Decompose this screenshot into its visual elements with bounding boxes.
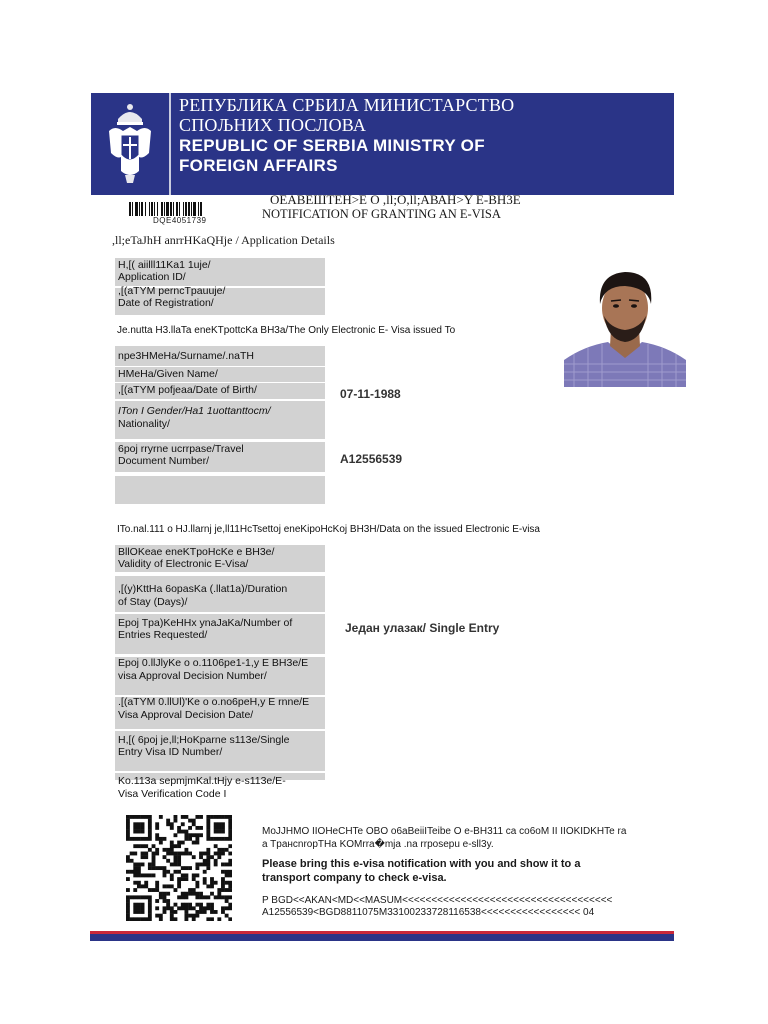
field-label: .[(aTYM 0.llUl)'Ke o o.no6peH,y E rnne/E bbox=[118, 696, 310, 708]
field-label: Epoj Tpa)KeHHx ynaJaKa/Number of bbox=[118, 617, 293, 629]
field-label: 6poj rryrne ucrrpase/Travel bbox=[118, 443, 244, 455]
field-label: ,[(aTYM perncTpauuje/ bbox=[118, 285, 226, 297]
field-label: Visa Approval Decision Date/ bbox=[118, 709, 254, 721]
field-label: Nationality/ bbox=[118, 418, 170, 430]
field-label: Date of Registration/ bbox=[118, 297, 214, 309]
field-label: Epoj 0.llJlyKe o o.1106pe1-1,y E BH3e/E bbox=[118, 657, 309, 669]
field-label: HMeHa/Given Name/ bbox=[118, 368, 218, 380]
field-label: npe3HMeHa/Surname/.naTH bbox=[118, 350, 254, 362]
mrz-line1: P BGD<<AKAN<MD<<MASUM<<<<<<<<<<<<<<<<<<<<<<<<<<<<<<<<<<<< bbox=[262, 895, 613, 906]
header-cyrillic-line2: СПОЉНИХ ПОСЛОВА bbox=[179, 115, 367, 135]
mrz-line2: A12556539<BGD8811075M33100233728116538<<<<<<<<<<<<<<<<< 04 bbox=[262, 907, 595, 918]
header-banner bbox=[91, 93, 674, 195]
barcode-icon bbox=[129, 202, 225, 216]
field-label: Document Number/ bbox=[118, 455, 210, 467]
evisa-section-heading: Je.nutta H3.llaTa eneKTpottcKa BH3a/The Only Electronic E- Visa issued To bbox=[117, 325, 456, 336]
english-note-line1: Please bring this e-visa notification with you and show it to a bbox=[262, 858, 581, 870]
field-background bbox=[115, 476, 325, 504]
header-divider bbox=[169, 93, 171, 195]
footer-stripe-blue bbox=[90, 934, 674, 941]
serbia-coat-of-arms-icon bbox=[105, 101, 155, 185]
english-note-line2: transport company to check e-visa. bbox=[262, 872, 447, 884]
field-label: Validity of Electronic E-Visa/ bbox=[118, 558, 249, 570]
field-label: ,[(y)KttHa 6opasKa (.llat1a)/Duration bbox=[118, 583, 288, 595]
field-label: ,[(aTYM pofjeaa/Date of Birth/ bbox=[118, 384, 257, 396]
field-label: visa Approval Decision Number/ bbox=[118, 670, 267, 682]
date-of-birth-value: 07-11-1988 bbox=[340, 387, 401, 401]
field-label: Entries Requested/ bbox=[118, 629, 208, 641]
field-label: Application ID/ bbox=[118, 271, 186, 283]
application-details-heading: ,ll;eTaJhH anrrHKaQHje / Application Details bbox=[112, 233, 335, 247]
field-label: Entry Visa ID Number/ bbox=[118, 746, 223, 758]
header-latin-line2: FOREIGN AFFAIRS bbox=[179, 156, 338, 175]
serbian-note-line2: a TpaнcnropTHa KOMrra�mja .na rrposepu e-sll3y. bbox=[262, 839, 494, 850]
serbian-note-line1: MoJJHMO IIOHeCHTe OBO o6aBeiiITeibe O e-BH311 ca co6oM II IIOKIDKHTe ra bbox=[262, 826, 627, 837]
travel-document-number-value: A12556539 bbox=[340, 452, 403, 466]
applicant-photo-icon bbox=[564, 264, 686, 387]
field-label: BllOKeae eneKTpoHcKe e BH3e/ bbox=[118, 546, 275, 558]
document-title-english: NOTIFICATION OF GRANTING AN E-VISA bbox=[262, 207, 501, 221]
document-title-serbian: ОЕАВЕШТЕН>Е О ,ll;О,ll;АВАН>Y Е-ВН3Е bbox=[270, 192, 521, 207]
field-label: of Stay (Days)/ bbox=[118, 596, 188, 608]
entries-requested-value: Један улазак/ Single Entry bbox=[345, 621, 500, 635]
header-cyrillic-line1: РЕПУБЛИКА СРБИЈА МИНИСТАРСТВО bbox=[179, 95, 515, 115]
field-label: H,[( aiilll11Ka1 1uje/ bbox=[118, 259, 211, 271]
field-label: H,[( 6poj je,ll;HoKparne s113e/Single bbox=[118, 734, 290, 746]
field-label: Visa Verification Code I bbox=[118, 788, 227, 800]
field-label: ITon I Gender/Ha1 1uottanttocm/ bbox=[118, 405, 271, 417]
qr-code-icon bbox=[126, 815, 232, 921]
field-label: Ko.113a sepmjmKal.tHjy e-s113e/E- bbox=[118, 775, 286, 787]
barcode-number: DQE4051739 bbox=[153, 216, 207, 225]
header-latin-line1: REPUBLIC OF SERBIA MINISTRY OF bbox=[179, 136, 485, 155]
issued-section-heading: ITo.nal.111 o HJ.llarnj je,ll11HcTsettoj eneKipoHcKoj BH3H/Data on the issued Electronic E-visa bbox=[117, 524, 540, 535]
